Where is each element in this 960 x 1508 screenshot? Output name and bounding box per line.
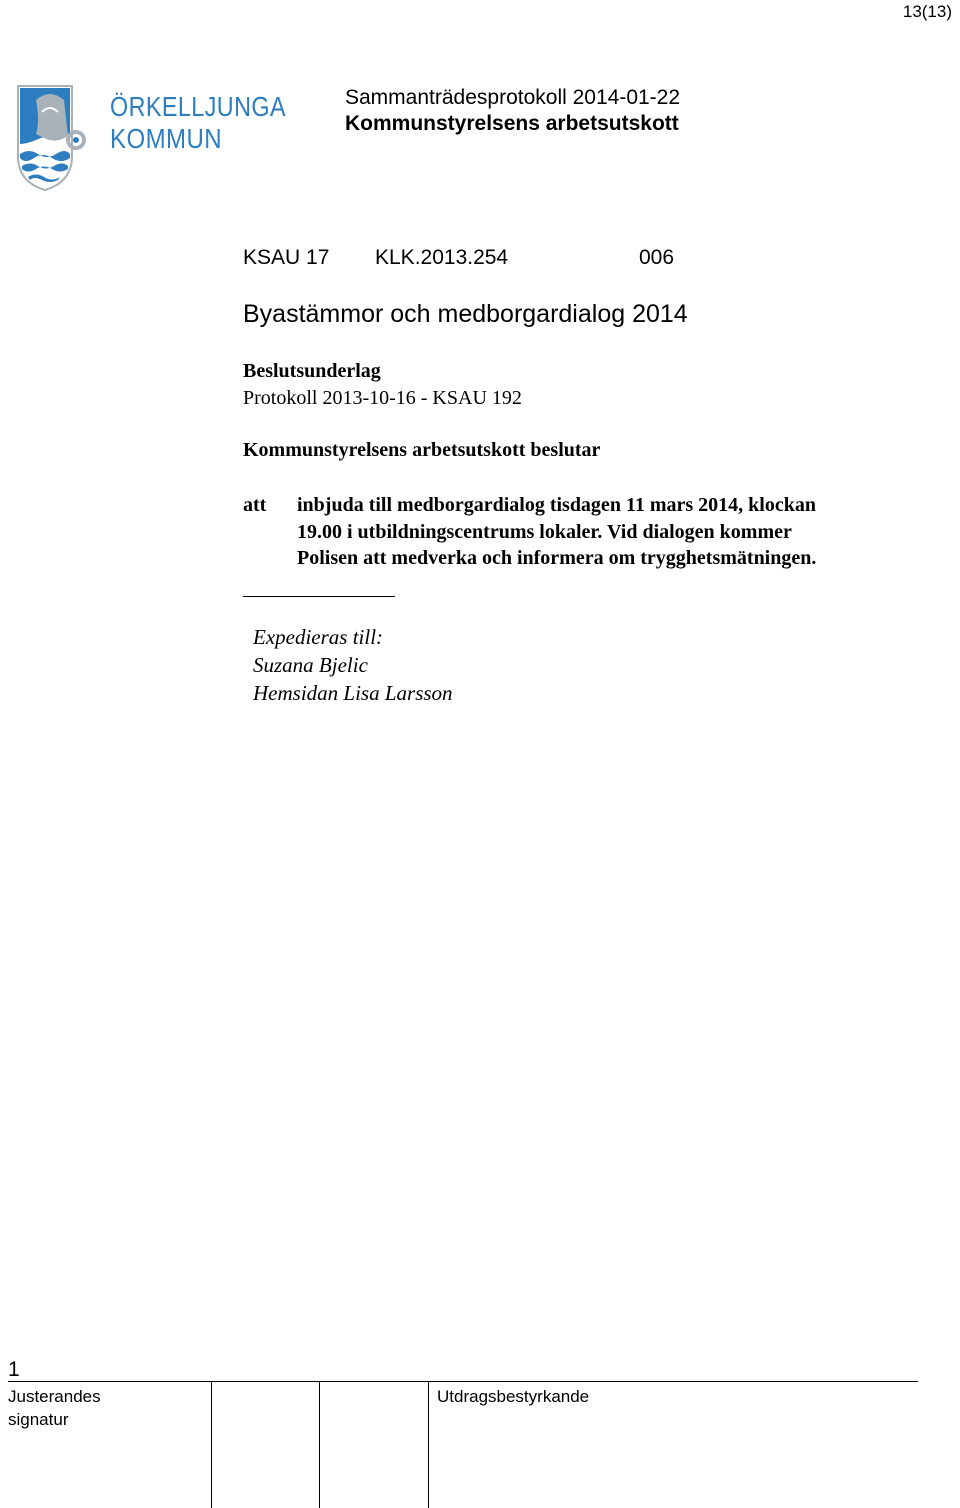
distribution-list xyxy=(253,623,453,707)
decision-prefix: att xyxy=(243,494,267,516)
footer-number: 1 xyxy=(8,1358,20,1381)
decision-line: 19.00 i utbildningscentrums lokaler. Vid dialogen kommer xyxy=(297,520,792,543)
case-title: Byastämmor och medborgardialog 2014 xyxy=(243,300,688,328)
signature-box-divider xyxy=(211,1381,212,1508)
paragraph-ref: KSAU 17 xyxy=(243,246,330,269)
signature-label-line: Justerandes xyxy=(8,1387,101,1406)
basis-heading: Beslutsunderlag xyxy=(243,360,381,382)
decision-line: Polisen att medverka och informera om trygghetsmätningen. xyxy=(297,547,817,569)
distribution-recipient: Hemsidan Lisa Larsson xyxy=(253,681,453,705)
distribution-label: Expedieras till: xyxy=(253,625,384,649)
municipality-logo xyxy=(14,82,304,192)
page-number: 13(13) xyxy=(902,2,952,21)
distribution-recipient: Suzana Bjelic xyxy=(253,653,368,677)
footer-rule xyxy=(8,1381,918,1382)
signature-label-line: signatur xyxy=(8,1410,69,1429)
case-code: 006 xyxy=(639,246,675,269)
protocol-title: Sammanträdesprotokoll 2014-01-22 xyxy=(345,86,681,109)
signature-box-divider xyxy=(319,1381,320,1508)
decision-text xyxy=(297,492,917,572)
signature-box-divider xyxy=(428,1381,429,1508)
decision-line: inbjuda till medborgardialog tisdagen 11 mars 2014, klockan xyxy=(297,494,816,516)
committee-name: Kommunstyrelsens arbetsutskott xyxy=(345,112,679,135)
separator-line xyxy=(243,596,395,597)
basis-item: Protokoll 2013-10-16 - KSAU 192 xyxy=(243,387,522,409)
logo-wordmark-line2: KOMMUN xyxy=(110,123,222,154)
file-ref: KLK.2013.254 xyxy=(375,246,509,269)
decision-heading: Kommunstyrelsens arbetsutskott beslutar xyxy=(243,439,601,461)
logo-wordmark-line1: ÖRKELLJUNGA xyxy=(110,91,286,122)
bell-emblem-icon xyxy=(14,82,304,192)
signature-label xyxy=(8,1385,101,1431)
certifier-label: Utdragsbestyrkande xyxy=(437,1387,590,1406)
